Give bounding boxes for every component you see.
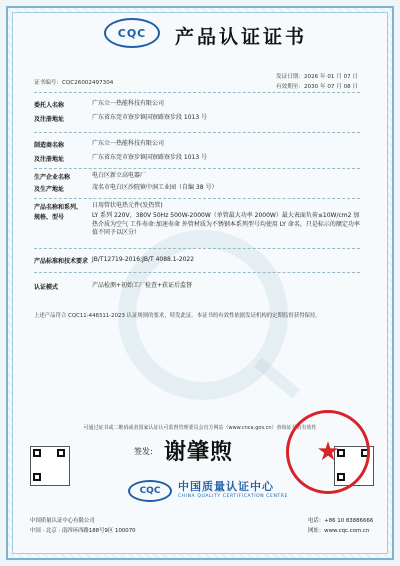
field-value: LY 系列 220V、380V 50Hz 500W-2000W（单管最大功率 2000W）最大表面负荷≤10W/cm2 加热介质为空气 工作寿命:加速寿命 外管材质为不锈钢本系列型号均使用 LY 命名，只是标示的额定功率值不同予以区分） [92, 212, 360, 236]
field-label: 产品标准和技术要求 [34, 258, 89, 265]
footer-website: 网址：www.cqc.com.cn [308, 528, 370, 534]
org-name-en: CHINA QUALITY CERTIFICATION CENTRE [178, 494, 288, 499]
field-label: 认证模式 [34, 284, 59, 291]
signature-label: 签发: [134, 447, 153, 456]
field-value: JB/T12719-2016;JB/T 4088.1-2022 [92, 256, 195, 263]
qr-finder [57, 449, 65, 457]
org-name: 中国质量认证中心 [178, 480, 274, 493]
divider [34, 92, 360, 93]
qr-finder [33, 449, 41, 457]
certificate-number [34, 78, 113, 86]
field-label: 规格、型号 [34, 214, 65, 221]
star-icon: ★ [316, 437, 340, 467]
qr-finder [33, 473, 41, 481]
cqc-logo-text: CQC [117, 26, 147, 40]
field-value: 产品检测+初始工厂检查+获证后监督 [92, 282, 193, 289]
certification-statement: 上述产品符合 CQC11-448311-2023 认证规则的要求，特发此证。本证书的有效性依据发证机构的定期监督获得保持。 [34, 313, 321, 319]
signature: 谢肇煦 [164, 439, 234, 465]
field-value: 广东省东莞市寮步镇国寮路寮步段 1013 号 [92, 114, 208, 121]
expiry-date: 有效期至：2030 年 07 月 08 日 [276, 84, 359, 90]
certificate-title: 产品认证证书 [175, 26, 308, 48]
qr-code[interactable] [30, 446, 70, 486]
issue-date: 发证日期：2026 年 01 月 07 日 [276, 74, 359, 80]
divider [34, 272, 360, 273]
field-value: 日用管状电热元件(发热管) [92, 202, 163, 209]
field-value: 广东立一热能科技有限公司 [92, 100, 165, 107]
divider [34, 132, 360, 133]
query-instruction: 可通过证书或二维码或者国家认证认可监督管理委员会官方网站（www.cnca.gov.cn）查询证书的有效性 [83, 425, 317, 431]
field-label: 委托人名称 [34, 102, 65, 109]
field-value: 茂名市电白区沙院镇中洞工业园（自编 38 号） [92, 184, 218, 191]
field-label: 及生产地址 [34, 186, 65, 193]
divider [34, 168, 360, 169]
certificate-number-label: 证书编号： [34, 80, 62, 86]
field-label: 生产企业名称 [34, 174, 71, 181]
field-label: 及注册地址 [34, 156, 65, 163]
official-seal [286, 410, 370, 494]
org-logo-text: CQC [139, 486, 161, 496]
cqc-logo [104, 18, 160, 48]
field-value: 广东立一热能科技有限公司 [92, 140, 165, 147]
field-value: 广东省东莞市寮步镇国寮路寮步段 1013 号 [92, 154, 208, 161]
field-value: 电白区新立高电器厂 [92, 172, 147, 179]
field-label: 产品名称和系列、 [34, 204, 83, 211]
field-label: 及注册地址 [34, 116, 65, 123]
certificate-number-value: CQC26002497304 [61, 80, 114, 86]
org-logo [128, 480, 172, 502]
divider [34, 198, 360, 199]
footer-company: 中国质量认证中心有限公司 [30, 518, 95, 524]
divider [34, 248, 360, 249]
field-label: 制造商名称 [34, 142, 65, 149]
footer-address: 中国 · 北京 · 南四环西路188号9区 100070 [30, 528, 136, 534]
footer-phone: 电话：+86 10 83886666 [308, 518, 374, 524]
